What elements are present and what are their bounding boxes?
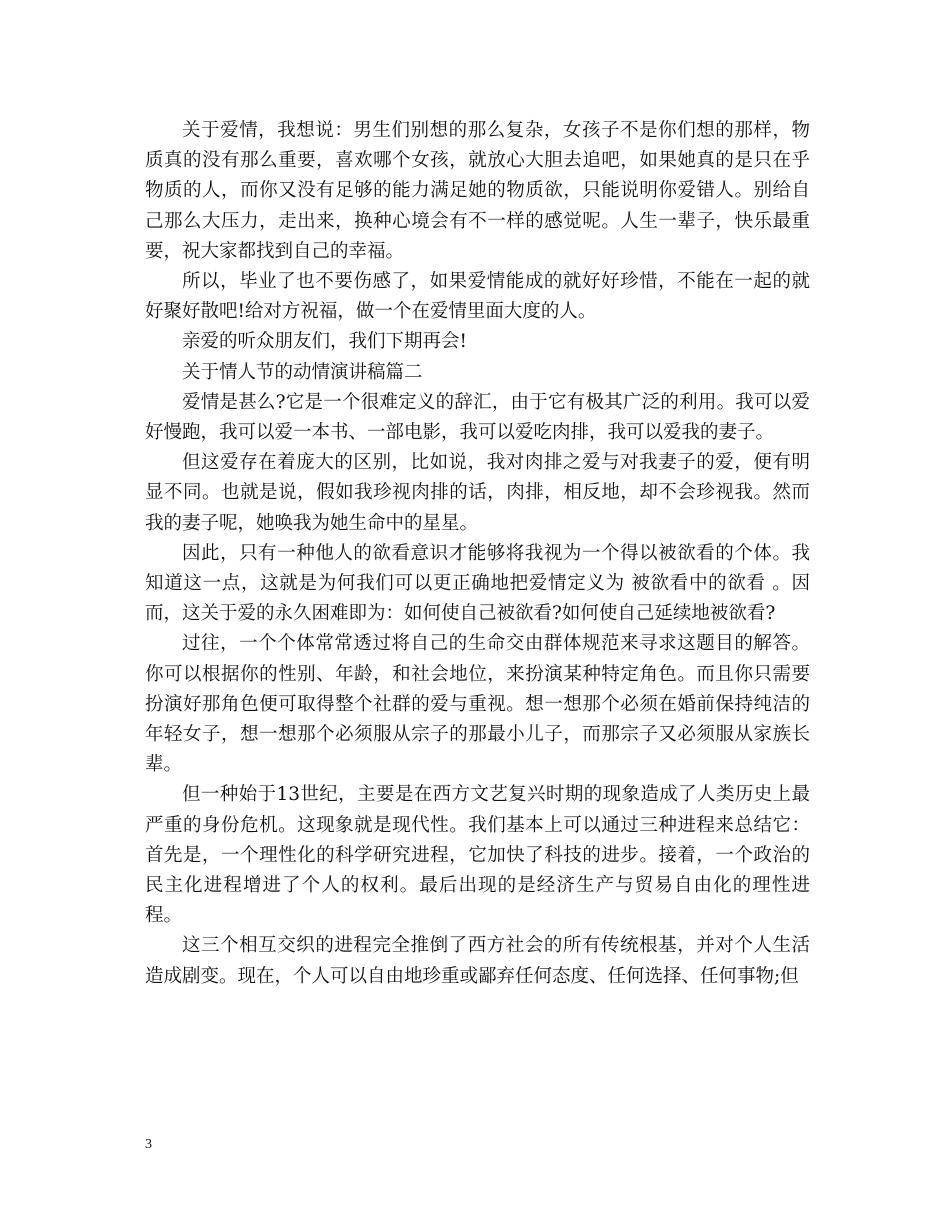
paragraph-1: 关于爱情，我想说：男生们别想的那么复杂，女孩子不是你们想的那样，物质真的没有那么重要，喜欢哪个女孩，就放心大胆去追吧，如果她真的是只在乎物质的人，而你又没有足够的能力满足她的物质欲，只能说明你爱错人。别给自己那么大压力，走出来，换种心境会有不一样的感觉呢。人生一辈子，快乐最重要，祝大家都找到自己的幸福。 bbox=[145, 120, 810, 262]
paragraph-8: 过往，一个个体常常透过将自己的生命交由群体规范来寻求这题目的解答。你可以根据你的性别、年龄，和社会地位，来扮演某种特定角色。而且你只需要扮演好那角色便可取得整个社群的爱与重视。想一想那个必须在婚前保持纯洁的年轻女子，想一想那个必须服从宗子的那最小儿子，而那宗子又必须服从家族长辈。 bbox=[145, 633, 810, 776]
paragraph-7: 因此，只有一种他人的欲看意识才能够将我视为一个得以被欲看的个体。我知道这一点，这就是为何我们可以更正确地把爱情定义为 被欲看中的欲看 。因而，这关于爱的永久困难即为：如何使自己被欲看?如何使自己延续地被欲看? bbox=[145, 542, 810, 625]
page-number: 3 bbox=[145, 1137, 152, 1152]
paragraph-3: 亲爱的听众朋友们，我们下期再会! bbox=[182, 331, 467, 353]
section-heading: 关于情人节的动情演讲稿篇二 bbox=[182, 361, 423, 383]
paragraph-2: 所以，毕业了也不要伤感了，如果爱情能成的就好好珍惜，不能在一起的就好聚好散吧!给对方祝福，做一个在爱情里面大度的人。 bbox=[145, 271, 810, 323]
paragraph-10: 这三个相互交织的进程完全推倒了西方社会的所有传统根基，并对个人生活造成剧变。现在，个人可以自由地珍重或鄙弃任何态度、任何选择、任何事物;但 bbox=[145, 935, 810, 987]
paragraph-6: 但这爱存在着庞大的区别，比如说，我对肉排之爱与对我妻子的爱，便有明显不同。也就是说，假如我珍视肉排的话，肉排，相反地，却不会珍视我。然而我的妻子呢，她唤我为她生命中的星星。 bbox=[145, 452, 810, 534]
document-body bbox=[145, 116, 810, 992]
paragraph-9: 但一种始于13世纪，主要是在西方文艺复兴时期的现象造成了人类历史上最严重的身份危机。这现象就是现代性。我们基本上可以通过三种进程来总结它：首先是，一个理性化的科学研究进程，它加快了科技的进步。接着，一个政治的民主化进程增进了个人的权利。最后出现的是经济生产与贸易自由化的理性进程。 bbox=[145, 784, 810, 927]
paragraph-5: 爱情是甚么?它是一个很难定义的辞汇，由于它有极其广泛的利用。我可以爱好慢跑，我可以爱一本书、一部电影，我可以爱吃肉排，我可以爱我的妻子。 bbox=[145, 391, 810, 444]
